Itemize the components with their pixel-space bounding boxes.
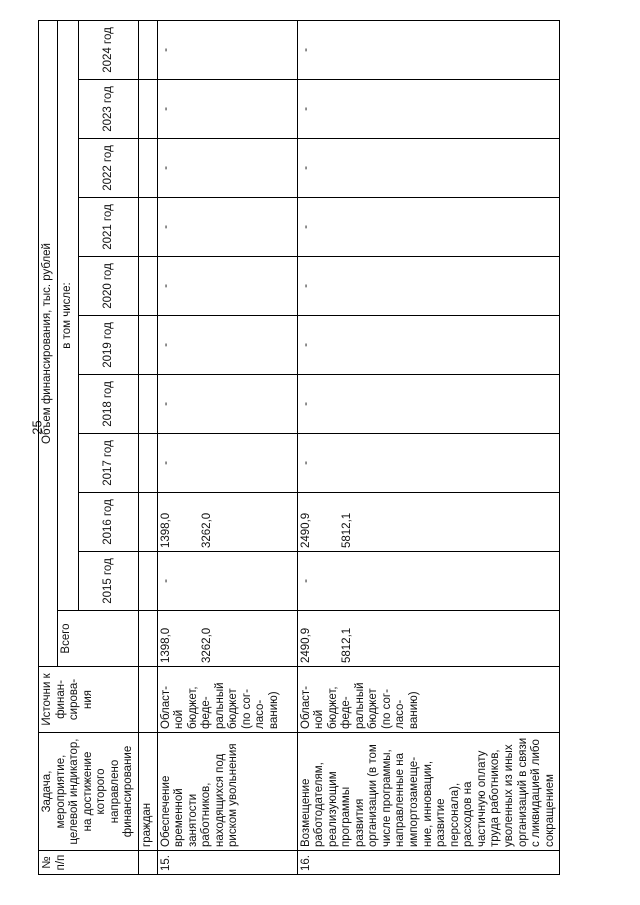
total-regional: 1398,0 — [159, 627, 172, 663]
table-row — [297, 20, 560, 874]
header-total: Всего — [57, 611, 138, 667]
header-source: Источни к финан-сирова-ния — [39, 667, 139, 733]
page-number: 25 — [29, 420, 45, 435]
row-number: 16. — [297, 851, 560, 875]
value-2019: - — [297, 316, 560, 375]
row-total — [297, 611, 560, 667]
header-task: Задача, мероприятие, целевой индикатор, на достижение которого направлено финансирование — [39, 733, 139, 851]
value-2019: - — [157, 316, 297, 375]
header-year: 2022 год — [78, 139, 138, 198]
row-number: 15. — [157, 851, 297, 875]
header-year: 2021 год — [78, 198, 138, 257]
row-source: Област-ной бюджет, феде-ральный бюджет (по сог-ласо-ванию) — [157, 667, 297, 733]
value-2015: - — [297, 552, 560, 611]
value-2021: - — [297, 198, 560, 257]
header-year: 2018 год — [78, 375, 138, 434]
value-2017: - — [297, 434, 560, 493]
rotated-table-wrapper — [38, 21, 618, 875]
financing-table — [38, 20, 560, 875]
value-2016 — [157, 493, 297, 552]
value-2024: - — [157, 20, 297, 79]
total-regional: 2490,9 — [299, 627, 312, 663]
carryover-row — [138, 20, 157, 874]
table-row — [157, 20, 297, 874]
value-2018: - — [157, 375, 297, 434]
header-year: 2024 год — [78, 20, 138, 79]
header-financing: Объем финансирования, тыс. рублей — [39, 20, 58, 666]
header-year: 2023 год — [78, 80, 138, 139]
carryover-task: граждан — [138, 733, 157, 851]
value-2016-federal: 3262,0 — [201, 512, 214, 548]
row-source: Област-ной бюджет, феде-ральный бюджет (по сог-ласо-ванию) — [297, 667, 560, 733]
value-2016-regional: 2490,9 — [299, 512, 312, 548]
value-2016 — [297, 493, 560, 552]
value-2023: - — [297, 80, 560, 139]
header-year: 2015 год — [78, 552, 138, 611]
value-2018: - — [297, 375, 560, 434]
total-federal: 3262,0 — [201, 627, 214, 663]
header-year: 2016 год — [78, 493, 138, 552]
value-2022: - — [157, 139, 297, 198]
header-year: 2017 год — [78, 434, 138, 493]
value-2016-federal: 5812,1 — [341, 512, 354, 548]
row-task: Возмещение работодателям, реализующим программы развития организации (в том числе программы, направленные на импортозамеще-ние, инновации, развитие персонала), расходов на частичную оплату труда работников, уволенных из иных организаций в связи с ликвидацией либо сокращением — [297, 733, 560, 851]
header-year: 2019 год — [78, 316, 138, 375]
value-2022: - — [297, 139, 560, 198]
total-federal: 5812,1 — [341, 627, 354, 663]
value-2016-regional: 1398,0 — [159, 512, 172, 548]
value-2015: - — [157, 552, 297, 611]
value-2020: - — [157, 257, 297, 316]
value-2021: - — [157, 198, 297, 257]
header-year: 2020 год — [78, 257, 138, 316]
value-2024: - — [297, 20, 560, 79]
header-no: № п/п — [39, 851, 139, 875]
value-2023: - — [157, 80, 297, 139]
value-2017: - — [157, 434, 297, 493]
value-2020: - — [297, 257, 560, 316]
header-including: в том числе: — [57, 20, 78, 610]
row-total — [157, 611, 297, 667]
row-task: Обеспечение временной занятости работников, находящихся под риском увольнения — [157, 733, 297, 851]
